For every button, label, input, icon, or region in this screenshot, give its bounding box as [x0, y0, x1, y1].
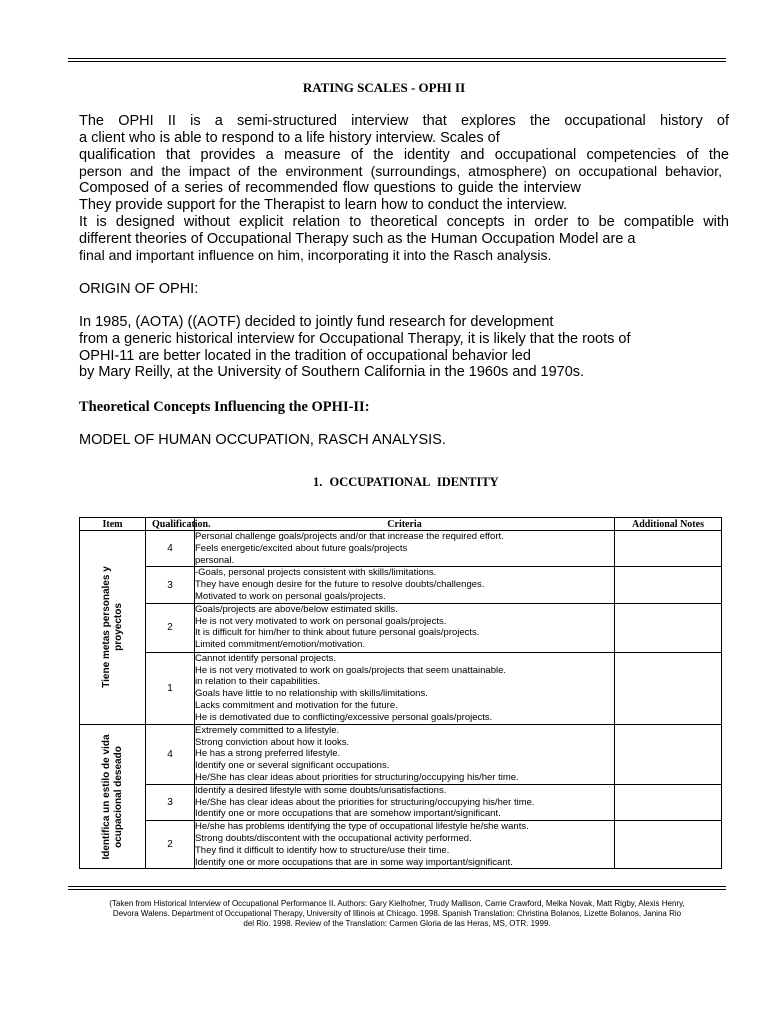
criteria-cell: -Goals, personal projects consistent with skills/limitations. They have enough desire for the future to resolve doubts/challenges. Motivated to work on personal goals/projects. [195, 567, 615, 603]
header-notes: Additional Notes [615, 518, 722, 531]
origin-line: from a generic historical interview for Occupational Therapy, it is likely that the roots of [79, 330, 631, 347]
table-row [80, 784, 722, 820]
header-item: Item [80, 518, 146, 531]
notes-cell [615, 531, 722, 567]
item-personal-goals [80, 531, 146, 725]
score-cell: 3 [146, 784, 195, 820]
header-criteria: Criteria [195, 518, 615, 531]
item-occupational-lifestyle [80, 724, 146, 869]
score-cell: 4 [146, 724, 195, 784]
table-row [80, 531, 722, 567]
page-title: RATING SCALES - OPHI II [302, 80, 466, 95]
intro-line: person and the impact of the environment (surroundings, atmosphere) on occupational behavior, [79, 163, 722, 180]
intro-line: It is designed without explicit relation to theoretical concepts in order to be compatible with [79, 213, 729, 230]
origin-line: OPHI-11 are better located in the tradition of occupational behavior led [79, 347, 531, 364]
notes-cell [615, 603, 722, 652]
footer-line: Devora Walens. Department of Occupational Therapy, University of Illinois at Chicago. 1998. Spanish Translation: Christina Bolanos, Lizette Bolanos, Janina Rio [112, 909, 682, 918]
item-label: Tiene metas personales y proyectos [100, 566, 124, 689]
rating-table [79, 517, 722, 869]
concepts-heading: Theoretical Concepts Influencing the OPHI-II: [79, 399, 370, 415]
origin-paragraph [79, 314, 729, 381]
notes-cell [615, 821, 722, 869]
notes-cell [615, 567, 722, 603]
notes-cell [615, 724, 722, 784]
score-cell: 4 [146, 531, 195, 567]
bottom-rule-2 [68, 889, 726, 890]
score-cell: 1 [146, 652, 195, 724]
notes-cell [615, 652, 722, 724]
criteria-cell: Extremely committed to a lifestyle. Strong conviction about how it looks. He has a strong preferred lifestyle. Identify one or several significant occupations. He/She has clear ideas about priorities for structuring/occupying his/her time. [195, 724, 615, 784]
table-row [80, 724, 722, 784]
bottom-rule-1 [68, 886, 726, 887]
criteria-cell: Cannot identify personal projects. He is not very motivated to work on goals/projects that seem unattainable. in relation to their capabilities. Goals have little to no relationship with skills/limitations. Lacks commitment and motivation for the future. He is demotivated due to conflicting/excessive personal goals/projects. [195, 652, 615, 724]
table-row [80, 821, 722, 869]
origin-line: by Mary Reilly, at the University of Southern California in the 1960s and 1970s. [79, 364, 585, 381]
intro-line: different theories of Occupational Therapy such as the Human Occupation Model are a [79, 230, 636, 247]
intro-line: They provide support for the Therapist to learn how to conduct the interview. [79, 196, 568, 213]
intro-line: The OPHI II is a semi-structured interview that explores the occupational history of [79, 113, 729, 129]
table-row [80, 603, 722, 652]
intro-line: final and important influence on him, incorporating it into the Rasch analysis. [79, 247, 552, 264]
intro-line: qualification that provides a measure of the identity and occupational competencies of the [79, 146, 729, 163]
footer-line: del Rio. 1998. Review of the Translation: Carmen Gloria de las Heras, MS, OTR. 1999. [243, 919, 551, 928]
score-cell: 3 [146, 567, 195, 603]
criteria-cell: Identify a desired lifestyle with some doubts/unsatisfactions. He/She has clear ideas about the priorities for structuring/occupying his/her time. Identify one or more occupations that are somehow important/significant. [195, 784, 615, 820]
section-title: 1. OCCUPATIONAL IDENTITY [313, 475, 499, 489]
table-row [80, 652, 722, 724]
top-rule-2 [68, 61, 726, 62]
intro-line: Composed of a series of recommended flow questions to guide the interview [79, 180, 581, 197]
origin-line: In 1985, (AOTA) ((AOTF) decided to jointly fund research for development [79, 314, 554, 330]
item-label: Identifica un estilo de vida ocupacional deseado [100, 734, 124, 860]
top-rule-1 [68, 58, 726, 59]
citation-footer [72, 899, 722, 929]
criteria-cell: Personal challenge goals/projects and/or that increase the required effort. Feels energetic/excited about future goals/projects personal. [195, 531, 615, 567]
criteria-cell: He/she has problems identifying the type of occupational lifestyle he/she wants. Strong doubts/discontent with the occupational activity performed. They find it difficult to identify how to structure/use their time. Identify one or more occupations that are in some way important/significant. [195, 821, 615, 869]
intro-paragraph [79, 113, 729, 264]
origin-heading: ORIGIN OF OPHI: [79, 281, 199, 297]
table-row [80, 567, 722, 603]
header-qualification: Qualification. [146, 518, 195, 531]
footer-line: (Taken from Historical Interview of Occupational Performance II. Authors: Gary Kielhofner, Trudy Mallison, Carrie Crawford, Meika Novak, Matt Rigby, Alexis Henry, [109, 899, 685, 908]
intro-line: a client who is able to respond to a life history interview. Scales of [79, 129, 500, 146]
concepts-text: MODEL OF HUMAN OCCUPATION, RASCH ANALYSIS. [79, 432, 446, 448]
score-cell: 2 [146, 603, 195, 652]
table-header-row [80, 518, 722, 531]
criteria-cell: Goals/projects are above/below estimated skills. He is not very motivated to work on personal goals/projects. It is difficult for him/her to think about future personal goals/projects. Limited commitment/emotion/motivation. [195, 603, 615, 652]
score-cell: 2 [146, 821, 195, 869]
notes-cell [615, 784, 722, 820]
